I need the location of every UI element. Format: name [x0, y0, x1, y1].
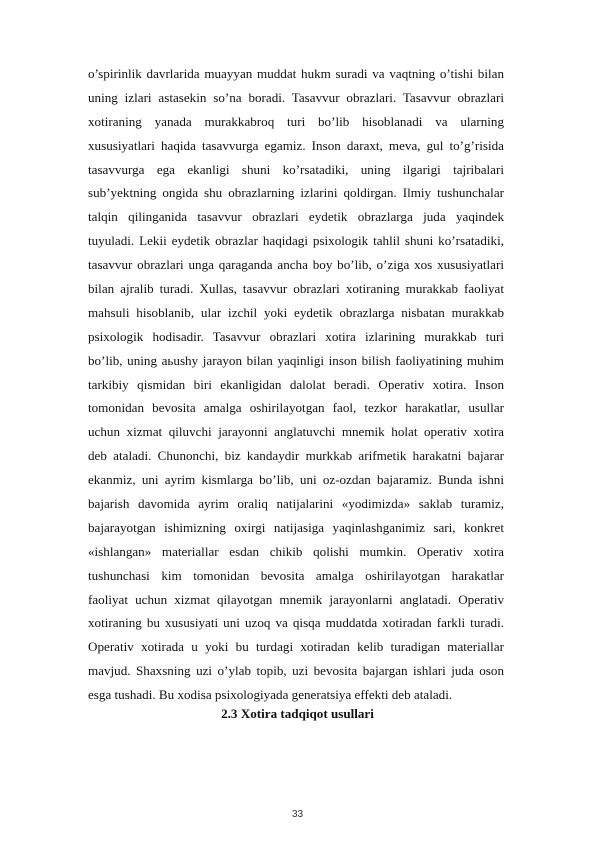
- text-line: talqin qilinganida tasavvur obrazlari eydetik obrazlarga juda yaqindek: [88, 209, 504, 225]
- text-line: esga tushadi. Bu xodisa psixologiyada generatsiya effekti deb ataladi.: [88, 687, 453, 703]
- body-text: [88, 62, 504, 707]
- text-line: mavjud. Shaxsning uzi o’ylab topib, uzi bevosita bajargan ishlari juda oson: [88, 663, 504, 679]
- text-line: uchun xizmat qiluvchi jarayonni anglatuvchi mnemik holat operativ xotira: [88, 424, 504, 440]
- text-line: Operativ xotirada u yoki bu turdagi xotiradan kelib turadigan materiallar: [88, 639, 504, 655]
- text-line: xotiraning bu xususiyati uni uzoq va qisqa muddatda xotiradan farkli turadi.: [88, 615, 504, 631]
- text-line: tushunchasi kim tomonidan bevosita amalga oshirilayotgan harakatlar: [88, 567, 504, 583]
- text-line: xususiyatlari haqida tasavvurga egamiz. Inson daraxt, meva, gul to’g’risida: [88, 137, 504, 153]
- text-line: xotiraning yanada murakkabroq turi bo’lib hisoblanadi va ularning: [88, 113, 504, 129]
- text-line: bajarayotgan ishimizning oxirgi natijasiga yaqinlashganimiz sari, konkret: [88, 519, 504, 535]
- text-line: tomonidan bevosita amalga oshirilayotgan faol, tezkor harakatlar, usullar: [88, 400, 504, 416]
- text-line: ekanmiz, uni ayrim kismlarga bo’lib, uni oz-ozdan bajaramiz. Bunda ishni: [88, 472, 504, 488]
- text-line: tasavvurga ega ekanligi shuni ko’rsatadiki, uning ilgarigi tajribalari: [88, 161, 504, 177]
- text-line: bilan ajralib turadi. Xullas, tasavvur obrazlari xotiraning murakkab faoliyat: [88, 281, 504, 297]
- text-line: «ishlangan» materiallar esdan chikib qolishi mumkin. Operativ xotira: [88, 543, 504, 559]
- text-line: deb ataladi. Chunonchi, biz kandaydir murkkab arifmetik harakatni bajarar: [88, 448, 504, 464]
- text-line: tuyuladi. Lekii eydetik obrazlar haqidagi psixologik tahlil shuni ko’rsatadiki,: [88, 233, 504, 249]
- text-line: sub’yektning ongida shu obrazlarning izlarini qoldirgan. Ilmiy tushunchalar: [88, 185, 504, 201]
- text-line: tasavvur obrazlari unga qaraganda ancha boy bo’lib, o’ziga xos xususiyatlari: [88, 257, 504, 273]
- text-line: o’spirinlik davrlarida muayyan muddat hukm suradi va vaqtning o’tishi bilan: [88, 66, 504, 81]
- text-line: bajarish davomida ayrim oraliq natijalarini «yodimizda» saklab turamiz,: [88, 496, 504, 512]
- text-line: uning izlari astasekin so’na boradi. Tasavvur obrazlari. Tasavvur obrazlari: [88, 89, 504, 105]
- page-number: 33: [291, 809, 304, 820]
- text-line: tarkibiy qismidan biri ekanligidan dalolat beradi. Operativ xotira. Inson: [88, 376, 504, 392]
- text-line: faoliyat uchun xizmat qilayotgan mnemik jarayonlarni anglatadi. Operativ: [88, 591, 504, 607]
- section-heading: 2.3 Xotira tadqiqot usullari: [221, 706, 374, 721]
- text-line: mahsuli hisoblanib, ular izchil yoki eydetik obrazlarga nisbatan murakkab: [88, 304, 504, 320]
- text-line: bo’lib, uning aьushy jarayon bilan yaqinligi inson bilish faoliyatining muhim: [88, 352, 504, 368]
- text-line: psixologik hodisadir. Tasavvur obrazlari xotira izlarining murakkab turi: [88, 328, 504, 344]
